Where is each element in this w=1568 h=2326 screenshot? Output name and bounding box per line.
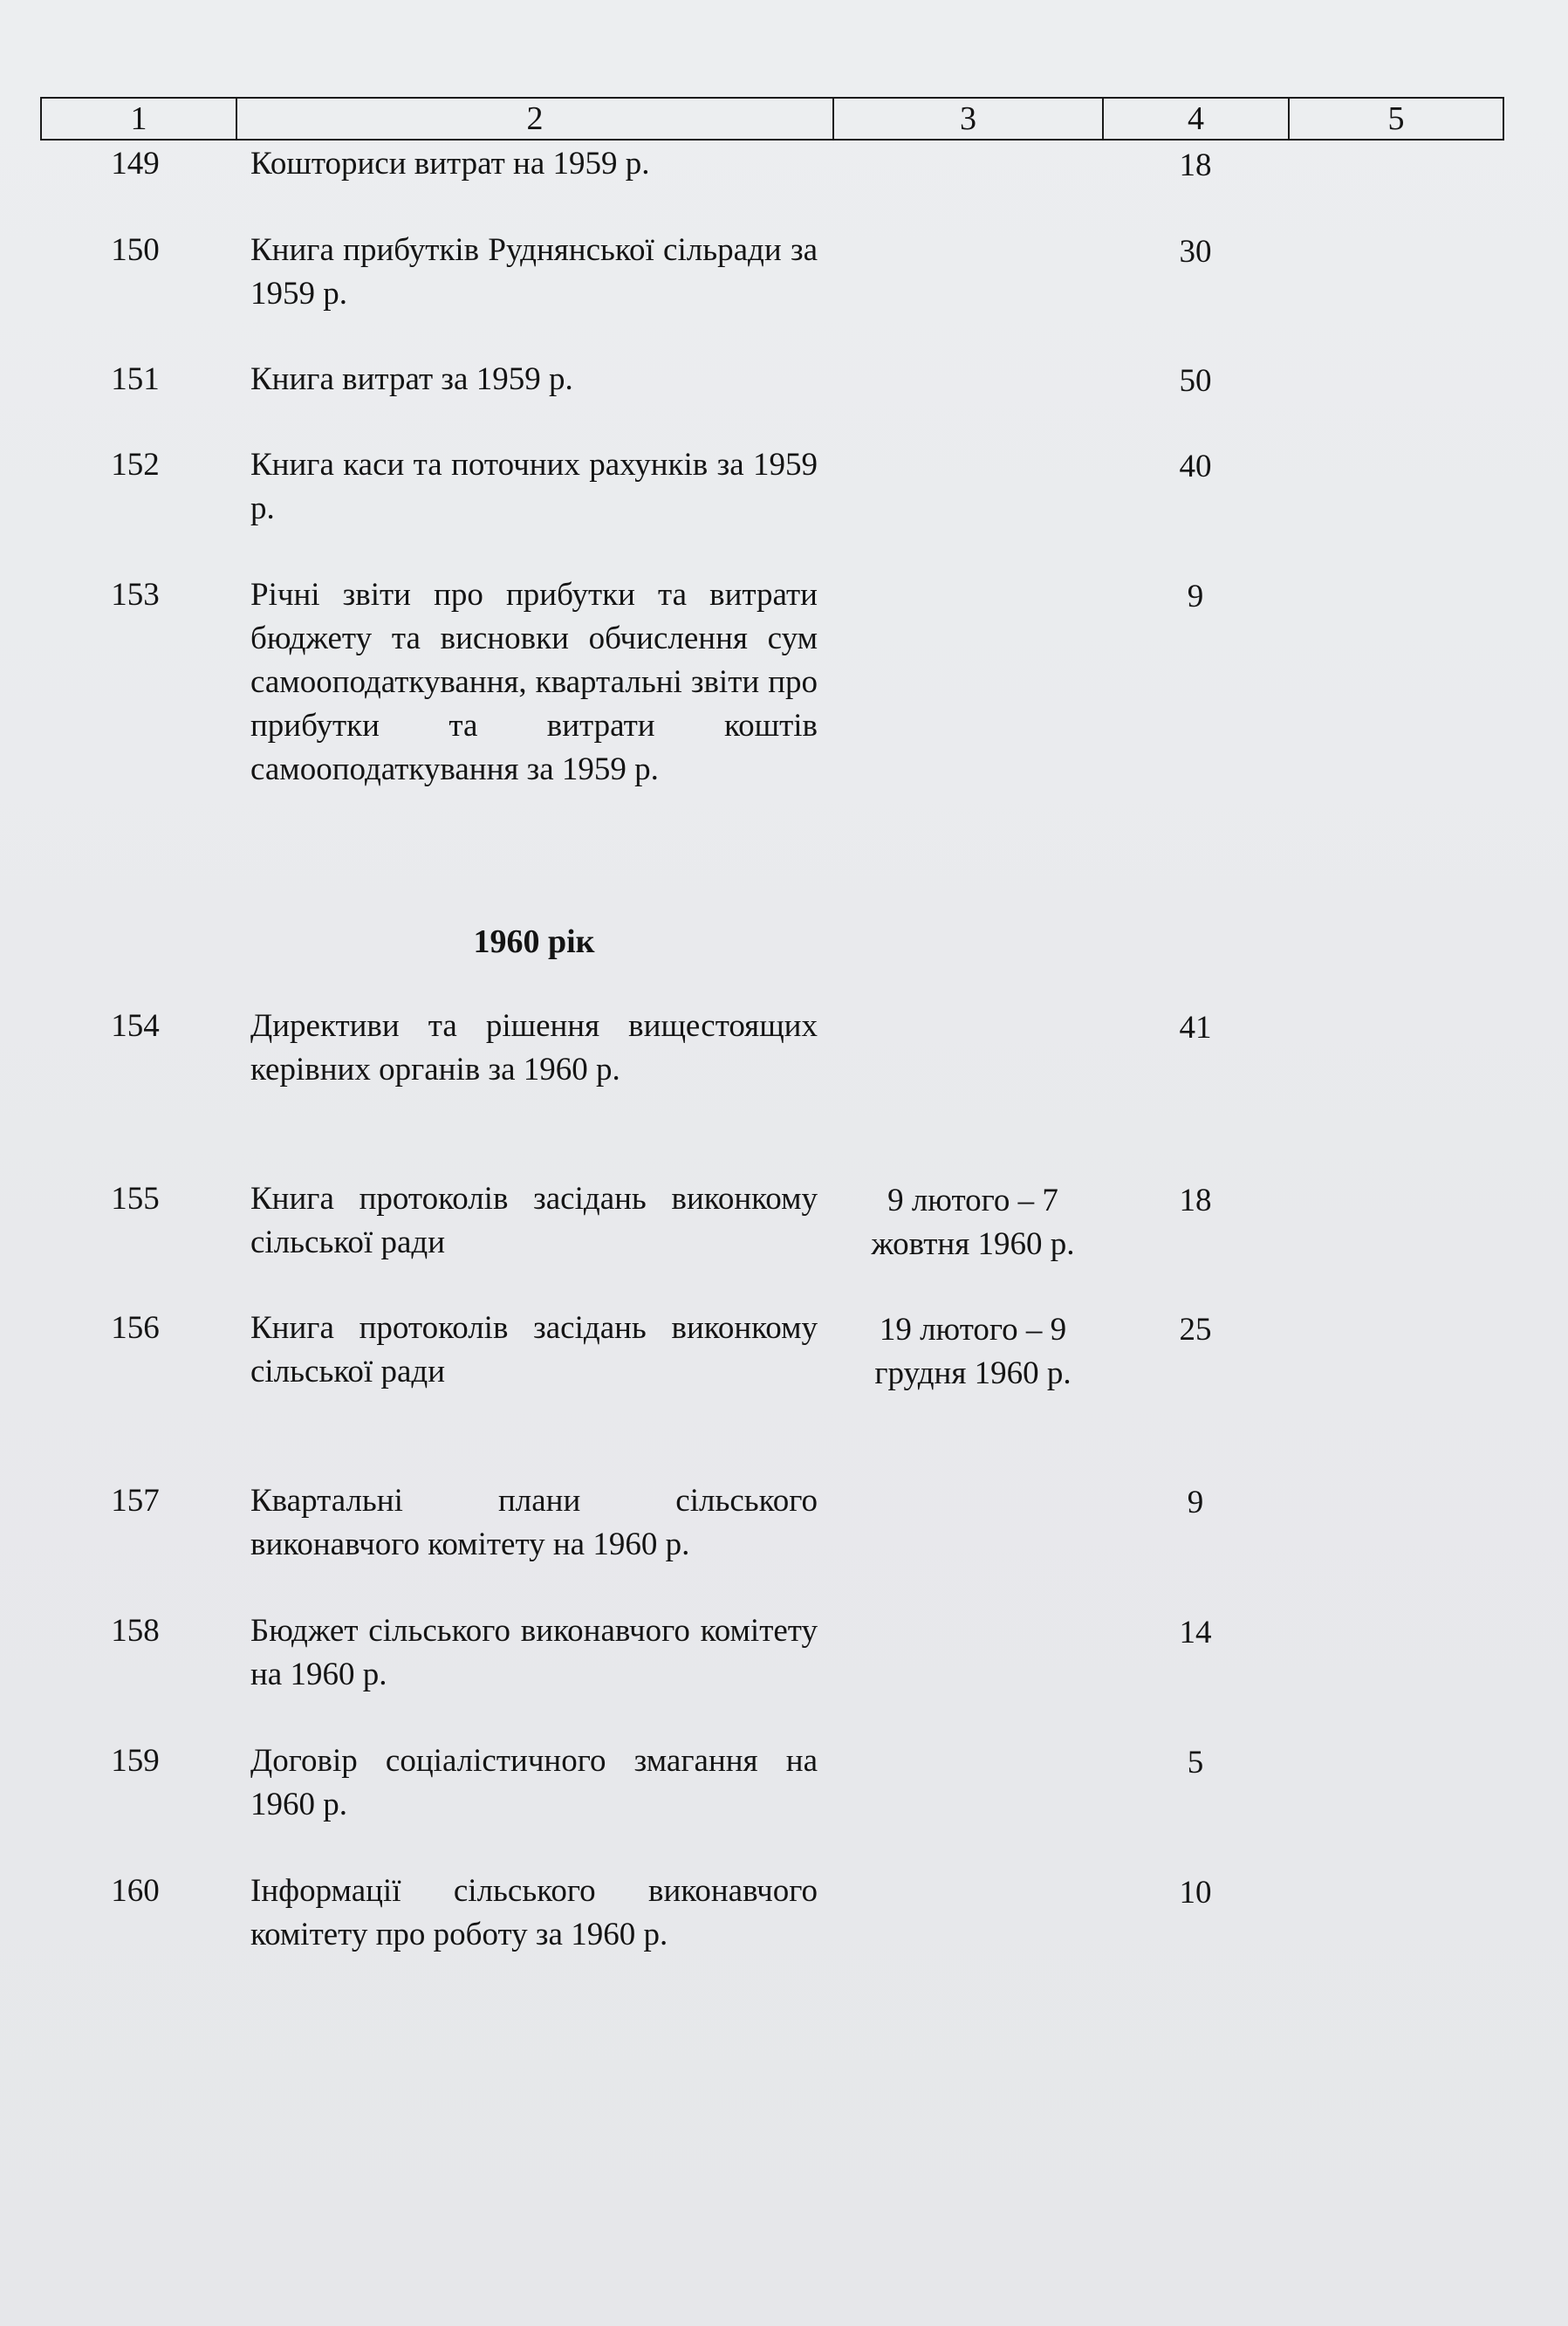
row-number: 151 (111, 361, 160, 397)
row-sheets: 18 (1179, 1183, 1212, 1218)
row-title: Книга витрат за 1959 р. (250, 361, 573, 397)
table-header-row (40, 97, 1504, 141)
row-title: Кошториси витрат на 1959 р. (250, 146, 650, 182)
row-sheets: 30 (1179, 234, 1212, 270)
row-number: 156 (111, 1310, 160, 1346)
row-sheets: 9 (1187, 1485, 1204, 1520)
row-sheets: 50 (1179, 363, 1212, 399)
row-title: Директиви та рішення вищестоящих керівних органів за 1960 р. (250, 1008, 818, 1088)
row-title: Бюджет сільського виконавчого комітету на 1960 р. (250, 1613, 818, 1692)
row-sheets: 14 (1179, 1615, 1212, 1650)
row-sheets: 5 (1187, 1745, 1204, 1781)
row-number: 153 (111, 577, 160, 613)
row-number: 149 (111, 146, 160, 182)
row-number: 155 (111, 1181, 160, 1217)
row-number: 154 (111, 1008, 160, 1044)
header-col-2: 2 (237, 99, 834, 139)
row-sheets: 40 (1179, 449, 1212, 484)
row-sheets: 9 (1187, 579, 1204, 614)
header-col-4: 4 (1104, 99, 1290, 139)
row-title: Книга протоколів засідань виконкому сільської ради (250, 1181, 818, 1260)
row-number: 160 (111, 1873, 160, 1909)
row-number: 152 (111, 447, 160, 483)
header-col-3: 3 (834, 99, 1104, 139)
row-sheets: 18 (1179, 148, 1212, 183)
row-sheets: 10 (1179, 1875, 1212, 1911)
row-title: Квартальні плани сільського виконавчого комітету на 1960 р. (250, 1483, 818, 1562)
row-number: 158 (111, 1613, 160, 1649)
row-sheets: 25 (1179, 1312, 1212, 1348)
section-heading: 1960 рік (473, 923, 595, 960)
row-title: Книга прибутків Руднянської сільради за 1959 р. (250, 232, 818, 312)
row-number: 157 (111, 1483, 160, 1519)
header-col-5: 5 (1387, 100, 1405, 137)
header-col-1: 1 (42, 99, 237, 139)
row-number: 150 (111, 232, 160, 268)
row-title: Книга протоколів засідань виконкому сільської ради (250, 1310, 818, 1389)
row-title: Книга каси та поточних рахунків за 1959 р. (250, 447, 818, 526)
row-dates: 19 лютого – 9 грудня 1960 р. (874, 1312, 1072, 1391)
row-dates: 9 лютого – 7 жовтня 1960 р. (871, 1183, 1075, 1262)
row-title: Договір соціалістичного змагання на 1960 р. (250, 1743, 818, 1822)
row-title: Інформації сільського виконавчого комітету про роботу за 1960 р. (250, 1873, 818, 1952)
row-title: Річні звіти про прибутки та витрати бюджету та висновки обчислення сум самооподаткування, квартальні звіти про прибутки та витрати коштів самооподаткування за 1959 р. (250, 577, 818, 787)
row-number: 159 (111, 1743, 160, 1779)
row-sheets: 41 (1179, 1010, 1212, 1046)
